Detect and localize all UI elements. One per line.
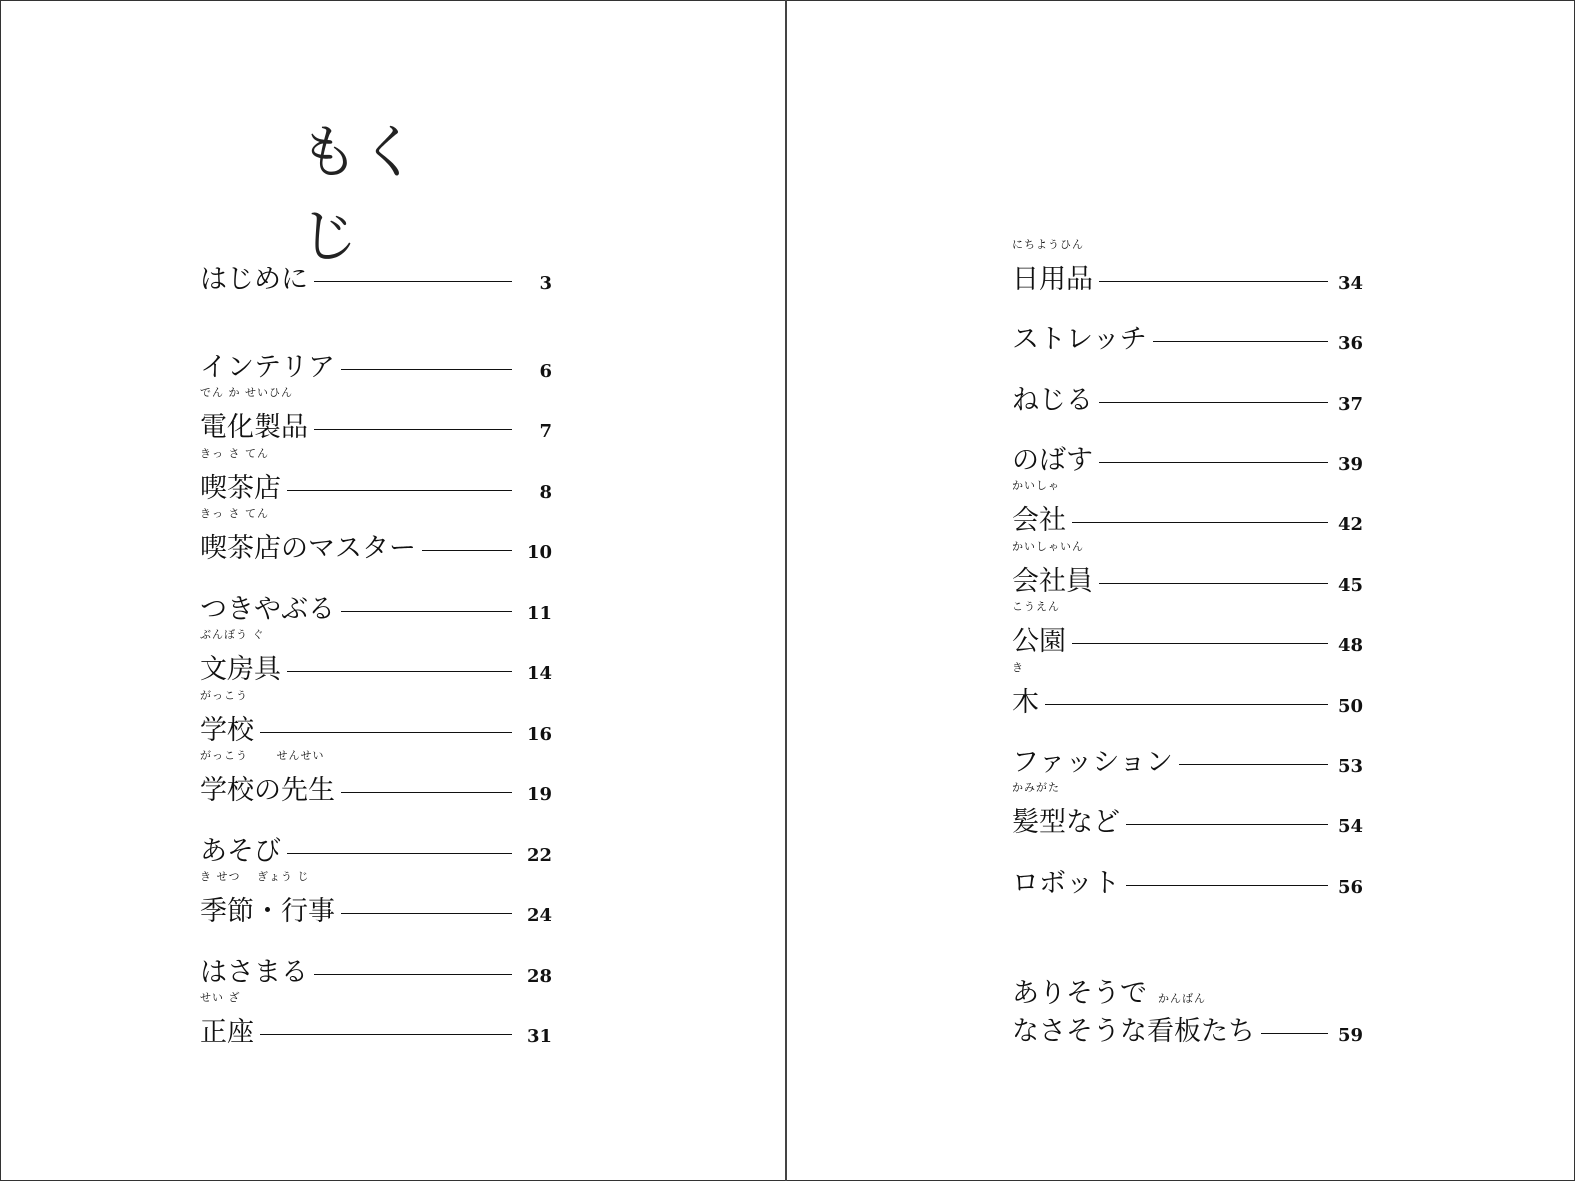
- toc-entry-leader-line: [1099, 281, 1328, 282]
- toc-entry-leader-line: [314, 281, 512, 282]
- toc-entry-label: インテリア: [200, 352, 335, 383]
- toc-entry-label: 電化製品: [200, 412, 308, 443]
- toc-entry-page-number: 10: [526, 542, 552, 563]
- toc-entry-furigana: でん か せいひん: [200, 386, 293, 399]
- toc-entry[interactable]: [200, 505, 552, 565]
- toc-entry-leader-line: [314, 429, 512, 430]
- toc-entry-label: ファッション: [1012, 747, 1173, 778]
- toc-entry-leader-line: [1099, 583, 1328, 584]
- toc-entry[interactable]: [1012, 417, 1363, 477]
- toc-entry[interactable]: [1012, 840, 1363, 900]
- toc-entry-label: 季節・行事: [200, 896, 335, 927]
- toc-entry[interactable]: [200, 989, 552, 1049]
- toc-entry-leader-line: [260, 732, 512, 733]
- toc-entry-page-number: 28: [526, 966, 552, 987]
- toc-entry[interactable]: [1012, 477, 1363, 537]
- toc-entry-label: 文房具: [200, 654, 281, 685]
- toc-entry-label: はさまる: [200, 957, 308, 988]
- toc-entry-furigana: がっこう せんせい: [200, 749, 325, 762]
- toc-entry-furigana: ぶんぼう ぐ: [200, 628, 265, 641]
- toc-entry[interactable]: [200, 747, 552, 807]
- toc-entry-leader-line: [341, 611, 512, 612]
- toc-entry-leader-line: [1179, 764, 1328, 765]
- toc-entry[interactable]: [200, 445, 552, 505]
- toc-entry-furigana: にちようひん: [1012, 238, 1084, 251]
- toc-entry-label: ロボット: [1012, 868, 1120, 899]
- toc-entry-label: 木: [1012, 687, 1039, 718]
- toc-entry-leader-line: [341, 913, 512, 914]
- toc-entry-page-number: 16: [526, 724, 552, 745]
- toc-entry-leader-line: [314, 974, 512, 975]
- toc-entry-furigana: がっこう: [200, 689, 248, 702]
- toc-entry-leader-line: [1099, 462, 1328, 463]
- toc-entry-label: つきやぶる: [200, 594, 335, 625]
- book-spine-divider: [785, 0, 787, 1181]
- toc-entry-furigana: かみがた: [1012, 781, 1060, 794]
- toc-entry-page-number: 6: [539, 361, 552, 382]
- toc-entry-furigana: かいしゃいん: [1012, 540, 1084, 553]
- toc-entry-leader-line: [341, 369, 512, 370]
- toc-entry-label: のばす: [1012, 445, 1093, 476]
- toc-entry[interactable]: [1012, 659, 1363, 719]
- toc-entry-leader-line: [341, 792, 512, 793]
- toc-entry-label: 正座: [200, 1017, 254, 1048]
- toc-entry-label: 会社: [1012, 505, 1066, 536]
- toc-entry-label: はじめに: [200, 264, 308, 295]
- toc-entry-label: 学校の先生: [200, 775, 335, 806]
- toc-entry[interactable]: [200, 626, 552, 686]
- toc-entry-page-number: 24: [526, 905, 552, 926]
- toc-title: もくじ: [300, 118, 421, 270]
- toc-entry-page-number: 19: [526, 784, 552, 805]
- toc-entry[interactable]: [1012, 236, 1363, 296]
- toc-entry-page-number: 8: [539, 482, 552, 503]
- toc-entry[interactable]: [200, 687, 552, 747]
- toc-entry[interactable]: [200, 324, 552, 384]
- toc-entry-page-number: 54: [1337, 816, 1363, 837]
- toc-entry-leader-line: [1126, 824, 1328, 825]
- toc-entry-leader-line: [260, 1034, 512, 1035]
- toc-entry-furigana: き: [1012, 661, 1024, 674]
- toc-entry-page-number: 14: [526, 663, 552, 684]
- toc-entry-page-number: 56: [1337, 877, 1363, 898]
- toc-entry-furigana: かいしゃ: [1012, 479, 1060, 492]
- toc-entry-label: 学校: [200, 715, 254, 746]
- toc-entry-furigana: き せつ ぎょう じ: [200, 870, 310, 883]
- toc-entry[interactable]: [200, 868, 552, 928]
- toc-entry-label: 喫茶店のマスター: [200, 533, 416, 564]
- toc-entry-page-number: 48: [1337, 635, 1363, 656]
- toc-entry-page-number: 31: [526, 1026, 552, 1047]
- toc-entry-label: ストレッチ: [1012, 324, 1147, 355]
- toc-entry-label-line1: ありそうで: [1012, 978, 1147, 1009]
- toc-entry-page-number: 37: [1337, 394, 1363, 415]
- toc-entry-label: ねじる: [1012, 385, 1093, 416]
- toc-entry-page-number: 22: [526, 845, 552, 866]
- toc-entry-leader-line: [1099, 402, 1328, 403]
- toc-entry[interactable]: [1012, 296, 1363, 356]
- toc-entry-leader-line: [1153, 341, 1328, 342]
- toc-entry-page-number: 59: [1337, 1025, 1363, 1046]
- toc-entry-label: 会社員: [1012, 566, 1093, 597]
- toc-entry-leader-line: [1045, 704, 1328, 705]
- toc-entry-label: 日用品: [1012, 264, 1093, 295]
- toc-entry-page-number: 50: [1337, 696, 1363, 717]
- toc-entry-furigana: きっ さ てん: [200, 447, 269, 460]
- toc-entry[interactable]: [200, 384, 552, 444]
- toc-entry-label: あそび: [200, 836, 281, 867]
- toc-entry-furigana: きっ さ てん: [200, 507, 269, 520]
- toc-entry-leader-line: [1126, 885, 1328, 886]
- toc-entry[interactable]: [1012, 538, 1363, 598]
- toc-entry-leader-line: [287, 671, 512, 672]
- toc-entry[interactable]: [200, 929, 552, 989]
- toc-entry-furigana: かんばん: [1158, 992, 1206, 1005]
- toc-entry-leader-line: [287, 490, 512, 491]
- toc-entry[interactable]: [200, 566, 552, 626]
- toc-entry-label: 喫茶店: [200, 473, 281, 504]
- toc-entry-page-number: 42: [1337, 514, 1363, 535]
- toc-entry-label: 髪型など: [1012, 807, 1120, 838]
- toc-entry-leader-line: [422, 550, 512, 551]
- toc-entry-leader-line: [287, 853, 512, 854]
- toc-entry[interactable]: [200, 808, 552, 868]
- toc-entry-furigana: せい ざ: [200, 991, 241, 1004]
- toc-entry[interactable]: [200, 236, 552, 296]
- toc-entry-leader-line: [1072, 643, 1328, 644]
- toc-entry-page-number: 3: [539, 273, 552, 294]
- toc-entry-label: なさそうな看板たち: [1012, 1016, 1255, 1047]
- toc-entry-page-number: 53: [1337, 756, 1363, 777]
- toc-entry-page-number: 11: [526, 603, 552, 624]
- toc-entry-page-number: 45: [1337, 575, 1363, 596]
- toc-entry-page-number: 34: [1337, 273, 1363, 294]
- toc-entry-furigana: こうえん: [1012, 600, 1060, 613]
- toc-entry-page-number: 39: [1337, 454, 1363, 475]
- toc-entry[interactable]: [1012, 719, 1363, 779]
- toc-entry-leader-line: [1261, 1033, 1328, 1034]
- toc-entry[interactable]: [1012, 779, 1363, 839]
- toc-entry-label: 公園: [1012, 626, 1066, 657]
- toc-entry-leader-line: [1072, 522, 1328, 523]
- toc-entry[interactable]: [1012, 598, 1363, 658]
- toc-entry[interactable]: [1012, 357, 1363, 417]
- toc-entry-page-number: 36: [1337, 333, 1363, 354]
- toc-entry[interactable]: [1012, 978, 1363, 1048]
- toc-entry-page-number: 7: [539, 421, 552, 442]
